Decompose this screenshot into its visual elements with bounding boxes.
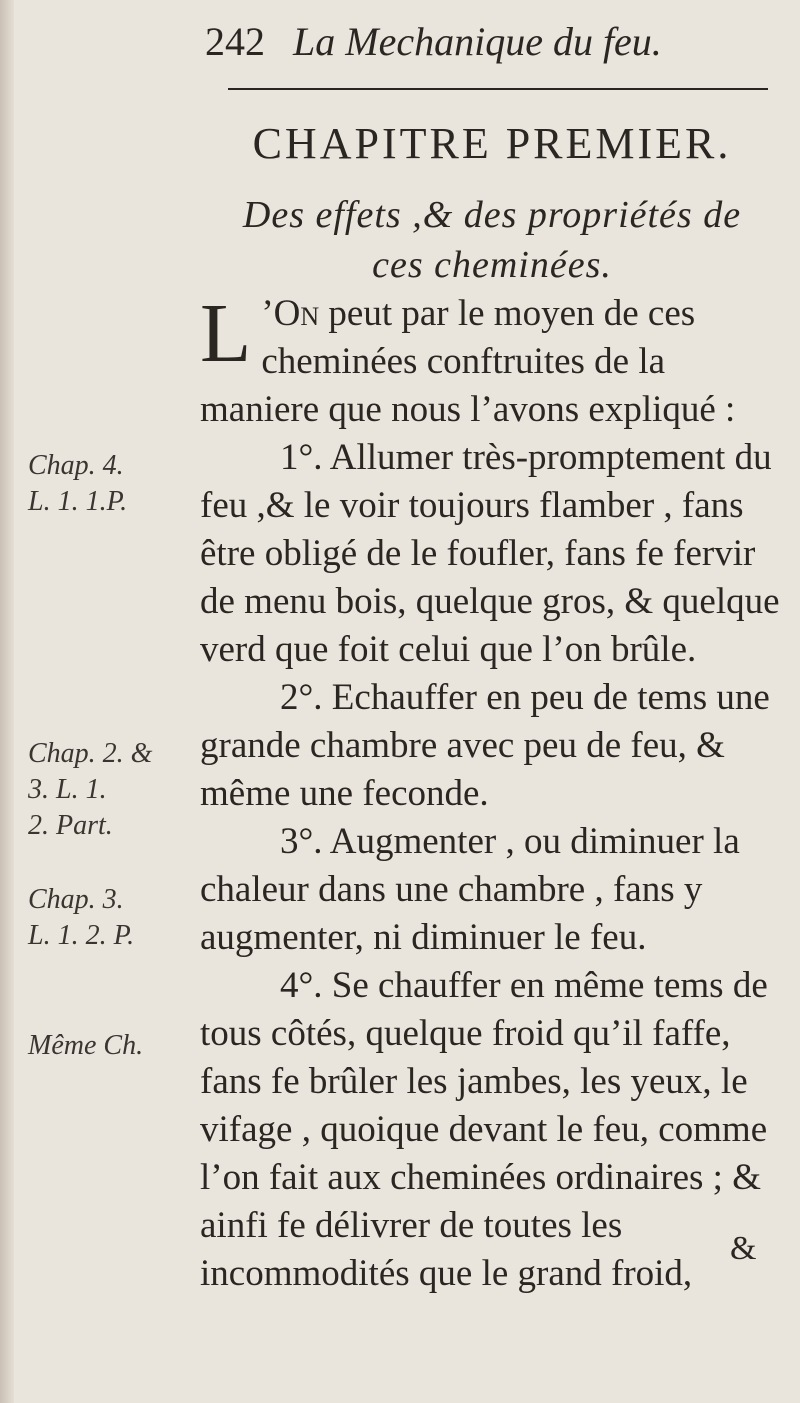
margin-note-3-line-1: Chap. 3.	[28, 884, 124, 915]
margin-note-3	[28, 882, 188, 954]
header-rule	[228, 88, 768, 90]
paragraph-1: 1°. Allumer très-promptement du feu ,& le voir toujours flamber , fans être obligé de le foufler, fans fe fervir de menu bois, quelque gros, & quelque verd que foit celui que l’on brûle.	[200, 437, 780, 670]
margin-note-2-line-3: 2. Part.	[28, 810, 113, 841]
chapter-subtitle	[212, 190, 772, 290]
margin-note-1	[28, 448, 188, 520]
running-title: La Mechanique du feu.	[293, 19, 662, 64]
margin-note-2	[28, 736, 188, 844]
intro-text: peut par le moyen de ces cheminées conftruites de la maniere que nous l’avons expliqué :	[200, 293, 736, 430]
drop-cap: L	[200, 287, 252, 380]
paragraph-2: 2°. Echauffer en peu de tems une grande chambre avec peu de feu, & même une feconde.	[200, 677, 770, 814]
subtitle-line-1: Des effets ,& des propriétés de	[242, 194, 742, 236]
subtitle-line-2: ces cheminées.	[372, 244, 612, 286]
paragraph-4: 4°. Se chauffer en même tems de tous côtés, quelque froid qu’il faffe, fans fe brûler les jambes, les yeux, le vifage , quoique devant le feu, comme l’on fait aux cheminées ordinaires ; & ainfi fe délivrer de toutes les incommodités que le grand froid,	[200, 965, 768, 1294]
margin-note-4-line-1: Même Ch.	[28, 1030, 144, 1061]
intro-paragraph	[200, 287, 780, 434]
page-edge	[0, 0, 14, 1403]
body-text	[200, 287, 780, 1298]
page-number: 242	[205, 19, 265, 64]
margin-note-4	[28, 1028, 188, 1064]
running-header	[205, 18, 765, 78]
chapter-title: CHAPITRE PREMIER.	[252, 119, 732, 168]
catchword: &	[730, 1230, 757, 1267]
margin-note-1-line-1: Chap. 4.	[28, 450, 124, 481]
paragraph-3: 3°. Augmenter , ou diminuer la chaleur dans une chambre , fans y augmenter, ni diminuer le feu.	[200, 821, 740, 958]
margin-note-2-line-1: Chap. 2. &	[28, 738, 153, 769]
margin-note-3-line-2: L. 1. 2. P.	[28, 920, 135, 951]
margin-note-1-line-2: L. 1. 1.P.	[28, 486, 128, 517]
margin-note-2-line-2: 3. L. 1.	[28, 774, 107, 805]
intro-lead: ’On	[261, 293, 320, 334]
